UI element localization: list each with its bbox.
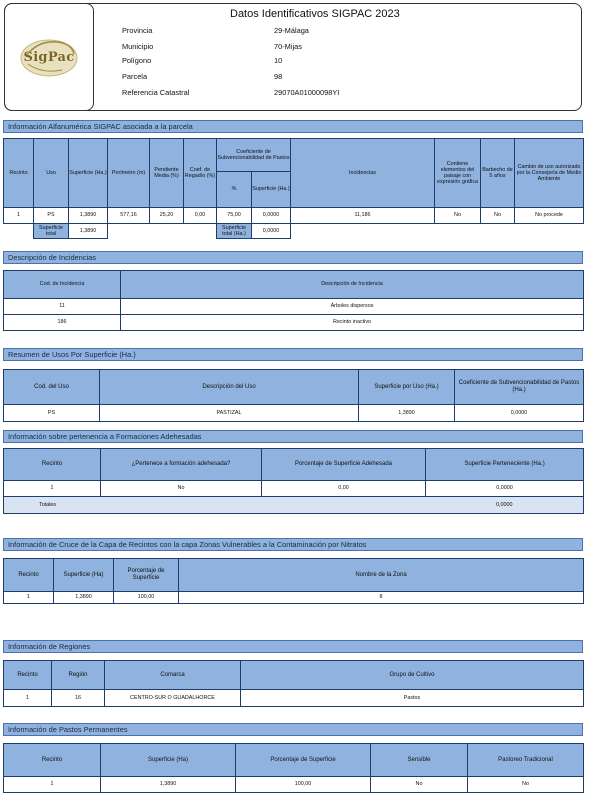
field-label-municipio: Municipio <box>122 42 154 51</box>
cs-total-value: 0,0000 <box>252 224 291 239</box>
col-pendiente: Pendiente Media (%) <box>150 139 184 208</box>
col-porcentaje-adehesada: Porcentaje de Superficie Adehesada <box>262 449 426 481</box>
col-sup-uso: Superficie por Uso (Ha.) <box>359 370 455 405</box>
col-cod-uso: Cod. del Uso <box>4 370 100 405</box>
field-value-parcela: 98 <box>274 72 283 81</box>
col-cambio-uso: Cambio de uso autorizado por la Consejería de Medio Ambiente <box>515 139 584 208</box>
logo-box <box>4 3 94 111</box>
cell-superficie: 1,3890 <box>54 592 114 604</box>
cell-barbecho: No <box>481 208 515 224</box>
col-cs-sup: Superficie (Ha.) <box>252 172 291 208</box>
col-pastoreo: Pastoreo Tradicional <box>468 744 584 777</box>
field-label-provincia: Provincia <box>122 26 153 35</box>
col-contiene-elementos: Contiene elementos del paisaje con expresión gráfica <box>435 139 481 208</box>
table-row <box>4 690 584 707</box>
nitratos-table <box>3 558 584 604</box>
col-comarca: Comarca <box>105 661 241 690</box>
col-recinto: Recinto <box>4 559 54 592</box>
cell-porcentaje: 100,00 <box>114 592 179 604</box>
cell-coef-pastos: 0,0000 <box>455 405 584 422</box>
cell-sup-uso: 1,3890 <box>359 405 455 422</box>
col-porcentaje: Porcentaje de Superficie <box>236 744 371 777</box>
section-title-alfanumerica: Información Alfanumérica SIGPAC asociada a la parcela <box>3 120 583 133</box>
cell-recinto: 1 <box>4 481 101 497</box>
totales-label: Totales <box>4 497 101 514</box>
col-porcentaje: Porcentaje de Superficie <box>114 559 179 592</box>
section-title-nitratos: Información de Cruce de la Capa de Recintos con la capa Zonas Vulnerables a la Contaminación por Nitratos <box>3 538 583 551</box>
col-recinto: Recinto <box>4 661 52 690</box>
sigpac-logo <box>18 34 80 80</box>
field-value-poligono: 10 <box>274 56 283 65</box>
cell-cambio: No procede <box>515 208 584 224</box>
col-recinto: Recinto <box>4 744 101 777</box>
col-cod-incidencia: Cod. de Incidencia <box>4 271 121 299</box>
superficie-total-label: Superficie total <box>34 224 69 239</box>
logo-text: SigPac <box>23 49 75 65</box>
adehesadas-table <box>3 448 584 514</box>
col-incidencias: Incidencias <box>291 139 435 208</box>
field-label-poligono: Polígono <box>122 56 152 65</box>
field-value-municipio: 70-Mijas <box>274 42 302 51</box>
alfanumerica-table <box>3 138 584 239</box>
total-row <box>4 224 584 239</box>
incidencias-table <box>3 270 584 331</box>
cell-porcentaje: 100,00 <box>236 777 371 793</box>
col-cs-pct: % <box>217 172 252 208</box>
col-grupo-cultivo: Grupo de Cultivo <box>241 661 584 690</box>
totales-value: 0,0000 <box>426 497 584 514</box>
cell-uso: PS <box>34 208 69 224</box>
cell-perimetro: 577,16 <box>108 208 150 224</box>
regiones-table <box>3 660 584 707</box>
col-coef-pastos: Coeficiente de Subvencionabilidad de Pastos (Ha.) <box>455 370 584 405</box>
pastos-permanentes-table <box>3 743 584 793</box>
totals-row <box>4 497 584 514</box>
cs-total-label: Superficie total (Ha.) <box>217 224 252 239</box>
field-value-referencia: 29070A01000098YI <box>274 88 340 97</box>
col-barbecho: Barbecho de 5 años <box>481 139 515 208</box>
table-row <box>4 481 584 497</box>
table-row <box>4 315 584 331</box>
cell-contiene: No <box>435 208 481 224</box>
table-row <box>4 405 584 422</box>
cell-pertenece: No <box>101 481 262 497</box>
section-title-regiones: Información de Regiones <box>3 640 583 653</box>
cell-zona: 8 <box>179 592 584 604</box>
field-value-provincia: 29-Málaga <box>274 26 309 35</box>
col-sensible: Sensible <box>371 744 468 777</box>
field-label-referencia: Referencia Catastral <box>122 88 190 97</box>
document-title: Datos Identificativos SIGPAC 2023 <box>230 8 400 20</box>
cell-recinto: 1 <box>4 592 54 604</box>
cell-desc-uso: PASTIZAL <box>100 405 359 422</box>
cell-superficie: 0,0000 <box>426 481 584 497</box>
section-title-adehesadas: Información sobre pertenencia a Formaciones Adehesadas <box>3 430 583 443</box>
cell-region: 16 <box>52 690 105 707</box>
cell-sensible: No <box>371 777 468 793</box>
field-label-parcela: Parcela <box>122 72 148 81</box>
cell-pendiente: 25,20 <box>150 208 184 224</box>
superficie-total-value: 1,3890 <box>69 224 108 239</box>
section-title-incidencias: Descripción de Incidencias <box>3 251 583 264</box>
col-recinto: Recinto <box>4 139 34 208</box>
cell-recinto: 1 <box>4 690 52 707</box>
cell-comarca: CENTRO-SUR O GUADALHORCE <box>105 690 241 707</box>
col-pertenece: ¿Pertenece a formación adehesada? <box>101 449 262 481</box>
cell-cod: 11 <box>4 299 121 315</box>
cell-desc: Recinto inactivo <box>121 315 584 331</box>
col-coef-regadio: Coef. de Regadío (%) <box>184 139 217 208</box>
col-region: Región <box>52 661 105 690</box>
cell-pastoreo: No <box>468 777 584 793</box>
cell-cod: 186 <box>4 315 121 331</box>
cell-desc: Árboles dispersos <box>121 299 584 315</box>
table-row <box>4 299 584 315</box>
table-row <box>4 777 584 793</box>
table-row <box>4 592 584 604</box>
col-superficie: Superficie (Ha) <box>54 559 114 592</box>
col-recinto: Recinto <box>4 449 101 481</box>
col-coef-subvencionabilidad: Coeficiente de Subvencionabilidad de Pastos <box>217 139 291 172</box>
col-superficie: Superficie (Ha) <box>101 744 236 777</box>
col-desc-incidencia: Descripción de Incidencia <box>121 271 584 299</box>
cell-coef-regadio: 0,00 <box>184 208 217 224</box>
col-sup-perteneciente: Superficie Perteneciente (Ha.) <box>426 449 584 481</box>
cell-superficie: 1,3890 <box>69 208 108 224</box>
col-desc-uso: Descripción del Uso <box>100 370 359 405</box>
cell-cs-sup: 0,0000 <box>252 208 291 224</box>
cell-grupo-cultivo: Pastos <box>241 690 584 707</box>
col-superficie: Superficie (Ha.) <box>69 139 108 208</box>
section-title-usos: Resumen de Usos Por Superficie (Ha.) <box>3 348 583 361</box>
cell-cs-pct: 75,00 <box>217 208 252 224</box>
col-nombre-zona: Nombre de la Zona <box>179 559 584 592</box>
cell-porcentaje: 0,00 <box>262 481 426 497</box>
col-uso: Uso <box>34 139 69 208</box>
cell-incidencias: 11,186 <box>291 208 435 224</box>
col-perimetro: Perímetro (m) <box>108 139 150 208</box>
table-row <box>4 208 584 224</box>
usos-table <box>3 369 584 422</box>
cell-superficie: 1,3890 <box>101 777 236 793</box>
cell-cod-uso: PS <box>4 405 100 422</box>
cell-recinto: 1 <box>4 777 101 793</box>
cell-recinto: 1 <box>4 208 34 224</box>
section-title-pastos-permanentes: Información de Pastos Permanentes <box>3 723 583 736</box>
